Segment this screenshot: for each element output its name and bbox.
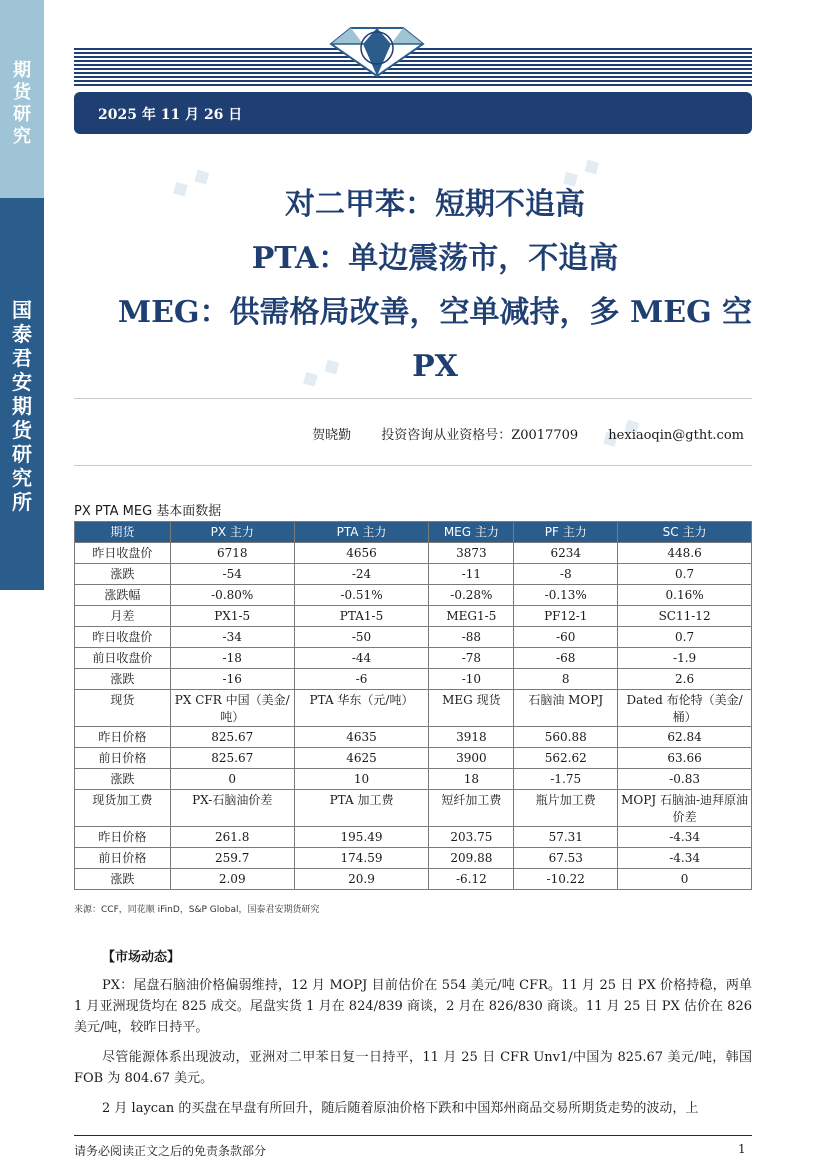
table-header-cell: PX 主力 [170, 522, 294, 543]
table-header-cell: PF 主力 [514, 522, 618, 543]
author-email[interactable]: hexiaoqin@gtht.com [608, 428, 744, 443]
diamond-logo-icon [323, 14, 431, 80]
table-cell: -0.28% [429, 585, 514, 606]
table-cell: -10 [429, 669, 514, 690]
page-number: 1 [738, 1142, 746, 1156]
table-header-row [75, 522, 752, 543]
table-cell: PTA 加工费 [294, 790, 429, 827]
table-cell: 62.84 [618, 727, 752, 748]
table-cell: -1.9 [618, 648, 752, 669]
table-cell: 67.53 [514, 848, 618, 869]
author-name: 贺晓勤 [312, 428, 352, 443]
table-cell: 0.16% [618, 585, 752, 606]
table-cell: 3918 [429, 727, 514, 748]
row-label-cell: 涨跌 [75, 869, 171, 890]
table-cell: Dated 布伦特（美金/桶） [618, 690, 752, 727]
footer-divider [74, 1135, 752, 1136]
row-label-cell: 前日价格 [75, 748, 171, 769]
table-cell: PF12-1 [514, 606, 618, 627]
table-caption: PX PTA MEG 基本面数据 [74, 504, 222, 519]
row-label-cell: 昨日收盘价 [75, 627, 171, 648]
table-row [75, 564, 752, 585]
table-row [75, 827, 752, 848]
table-cell: -54 [170, 564, 294, 585]
divider-bottom [74, 465, 752, 466]
table-cell: 174.59 [294, 848, 429, 869]
table-cell: -78 [429, 648, 514, 669]
table-row [75, 606, 752, 627]
row-label-cell: 现货 [75, 690, 171, 727]
table-cell: 4635 [294, 727, 429, 748]
table-cell: 195.49 [294, 827, 429, 848]
row-label-cell: 月差 [75, 606, 171, 627]
table-cell: 6234 [514, 543, 618, 564]
watermark-mark: ◆ ◆ [166, 161, 215, 204]
table-cell: PX CFR 中国（美金/吨） [170, 690, 294, 727]
table-cell: 2.6 [618, 669, 752, 690]
title-line-2: PTA：单边震荡市，不追高 [251, 241, 619, 276]
table-cell: -10.22 [514, 869, 618, 890]
table-row [75, 748, 752, 769]
table-cell: -50 [294, 627, 429, 648]
watermark-mark: ◆ ◆ [596, 411, 645, 454]
table-row [75, 627, 752, 648]
table-cell: -44 [294, 648, 429, 669]
table-cell: MOPJ 石脑油-迪拜原油价差 [618, 790, 752, 827]
fundamentals-table [74, 521, 752, 890]
table-cell: 0 [618, 869, 752, 890]
report-titles [44, 178, 826, 394]
table-cell: -16 [170, 669, 294, 690]
side-label-research: 期 货 研 究 [13, 60, 31, 147]
market-section-title: 【市场动态】 [102, 950, 181, 965]
table-row [75, 769, 752, 790]
table-cell: -68 [514, 648, 618, 669]
table-row [75, 790, 752, 827]
row-label-cell: 涨跌 [75, 769, 171, 790]
table-cell: 0 [170, 769, 294, 790]
table-cell: 825.67 [170, 748, 294, 769]
table-cell: PX-石脑油价差 [170, 790, 294, 827]
table-cell: -0.13% [514, 585, 618, 606]
table-cell: -0.80% [170, 585, 294, 606]
table-row [75, 648, 752, 669]
row-label-cell: 前日收盘价 [75, 648, 171, 669]
table-cell: -4.34 [618, 827, 752, 848]
table-row [75, 690, 752, 727]
divider-top [74, 398, 752, 399]
table-cell: 560.88 [514, 727, 618, 748]
watermark-mark: ◆ ◆ [296, 351, 345, 394]
market-paragraph: 尽管能源体系出现波动，亚洲对二甲苯日复一日持平，11 月 25 日 CFR Unv1/中国为 825.67 美元/吨，韩国 FOB 为 804.67 美元。 [74, 1050, 752, 1086]
table-cell: 261.8 [170, 827, 294, 848]
market-paragraph: 2 月 laycan 的买盘在早盘有所回升，随后随着原油价格下跌和中国郑州商品交易所期货走势的波动，上 [102, 1101, 699, 1116]
table-cell: PTA1-5 [294, 606, 429, 627]
table-cell: 259.7 [170, 848, 294, 869]
row-label-cell: 涨跌 [75, 564, 171, 585]
table-cell: 20.9 [294, 869, 429, 890]
side-band [0, 0, 44, 590]
row-label-cell: 前日价格 [75, 848, 171, 869]
table-cell: MEG 现货 [429, 690, 514, 727]
table-cell: -18 [170, 648, 294, 669]
table-cell: -6 [294, 669, 429, 690]
table-source: 来源：CCF，同花顺 iFinD，S&P Global，国泰君安期货研究 [74, 905, 320, 915]
table-header-cell: PTA 主力 [294, 522, 429, 543]
table-cell: 2.09 [170, 869, 294, 890]
table-cell: 石脑油 MOPJ [514, 690, 618, 727]
table-row [75, 669, 752, 690]
table-cell: 57.31 [514, 827, 618, 848]
title-line-4: PX [412, 349, 458, 384]
table-cell: 8 [514, 669, 618, 690]
table-cell: -34 [170, 627, 294, 648]
table-cell: SC11-12 [618, 606, 752, 627]
table-cell: 6718 [170, 543, 294, 564]
table-row [75, 585, 752, 606]
row-label-cell: 昨日价格 [75, 827, 171, 848]
row-label-cell: 涨跌幅 [75, 585, 171, 606]
title-line-3: MEG：供需格局改善，空单减持，多 MEG 空 [117, 295, 753, 330]
table-cell: 短纤加工费 [429, 790, 514, 827]
row-label-cell: 昨日价格 [75, 727, 171, 748]
side-label-institute: 国 泰 君 安 期 货 研 究 所 [12, 298, 32, 514]
table-cell: 0.7 [618, 564, 752, 585]
table-cell: PX1-5 [170, 606, 294, 627]
table-cell: PTA 华东（元/吨） [294, 690, 429, 727]
table-cell: 3900 [429, 748, 514, 769]
table-cell: -6.12 [429, 869, 514, 890]
row-label-cell: 昨日收盘价 [75, 543, 171, 564]
table-cell: -88 [429, 627, 514, 648]
report-date: 2025 年 11 月 26 日 [98, 107, 243, 123]
table-cell: 63.66 [618, 748, 752, 769]
table-row [75, 848, 752, 869]
author-info [74, 424, 744, 443]
table-header-cell: 期货 [75, 522, 171, 543]
table-cell: 562.62 [514, 748, 618, 769]
watermark-mark: ◆ ◆ [556, 151, 605, 194]
table-cell: 4656 [294, 543, 429, 564]
table-cell: -8 [514, 564, 618, 585]
table-row [75, 727, 752, 748]
table-header-cell: SC 主力 [618, 522, 752, 543]
table-cell: -0.51% [294, 585, 429, 606]
table-cell: 4625 [294, 748, 429, 769]
disclaimer-note: 请务必阅读正文之后的免责条款部分 [74, 1144, 267, 1158]
table-cell: 瓶片加工费 [514, 790, 618, 827]
table-cell: 448.6 [618, 543, 752, 564]
table-row [75, 869, 752, 890]
table-cell: 0.7 [618, 627, 752, 648]
table-cell: 18 [429, 769, 514, 790]
table-cell: 209.88 [429, 848, 514, 869]
table-header-cell: MEG 主力 [429, 522, 514, 543]
row-label-cell: 涨跌 [75, 669, 171, 690]
table-row [75, 543, 752, 564]
table-cell: -4.34 [618, 848, 752, 869]
table-cell: -11 [429, 564, 514, 585]
table-cell: 10 [294, 769, 429, 790]
table-cell: 3873 [429, 543, 514, 564]
table-cell: MEG1-5 [429, 606, 514, 627]
table-cell: -0.83 [618, 769, 752, 790]
date-bar [74, 92, 752, 134]
row-label-cell: 现货加工费 [75, 790, 171, 827]
table-cell: 203.75 [429, 827, 514, 848]
table-cell: -60 [514, 627, 618, 648]
table-cell: -24 [294, 564, 429, 585]
title-line-1: 对二甲苯：短期不追高 [285, 187, 585, 222]
table-cell: -1.75 [514, 769, 618, 790]
market-paragraph: PX：尾盘石脑油价格偏弱维持，12 月 MOPJ 目前估价在 554 美元/吨 CFR。11 月 25 日 PX 价格持稳，两单 1 月亚洲现货均在 825 成交。尾盘实货 1 月在 824/839 商谈，2 月在 826/830 商谈。11 月 25 日 PX 估价在 826 美元/吨，较昨日持平。 [74, 978, 752, 1035]
author-license: 投资咨询从业资格号：Z0017709 [381, 428, 579, 443]
table-cell: 825.67 [170, 727, 294, 748]
